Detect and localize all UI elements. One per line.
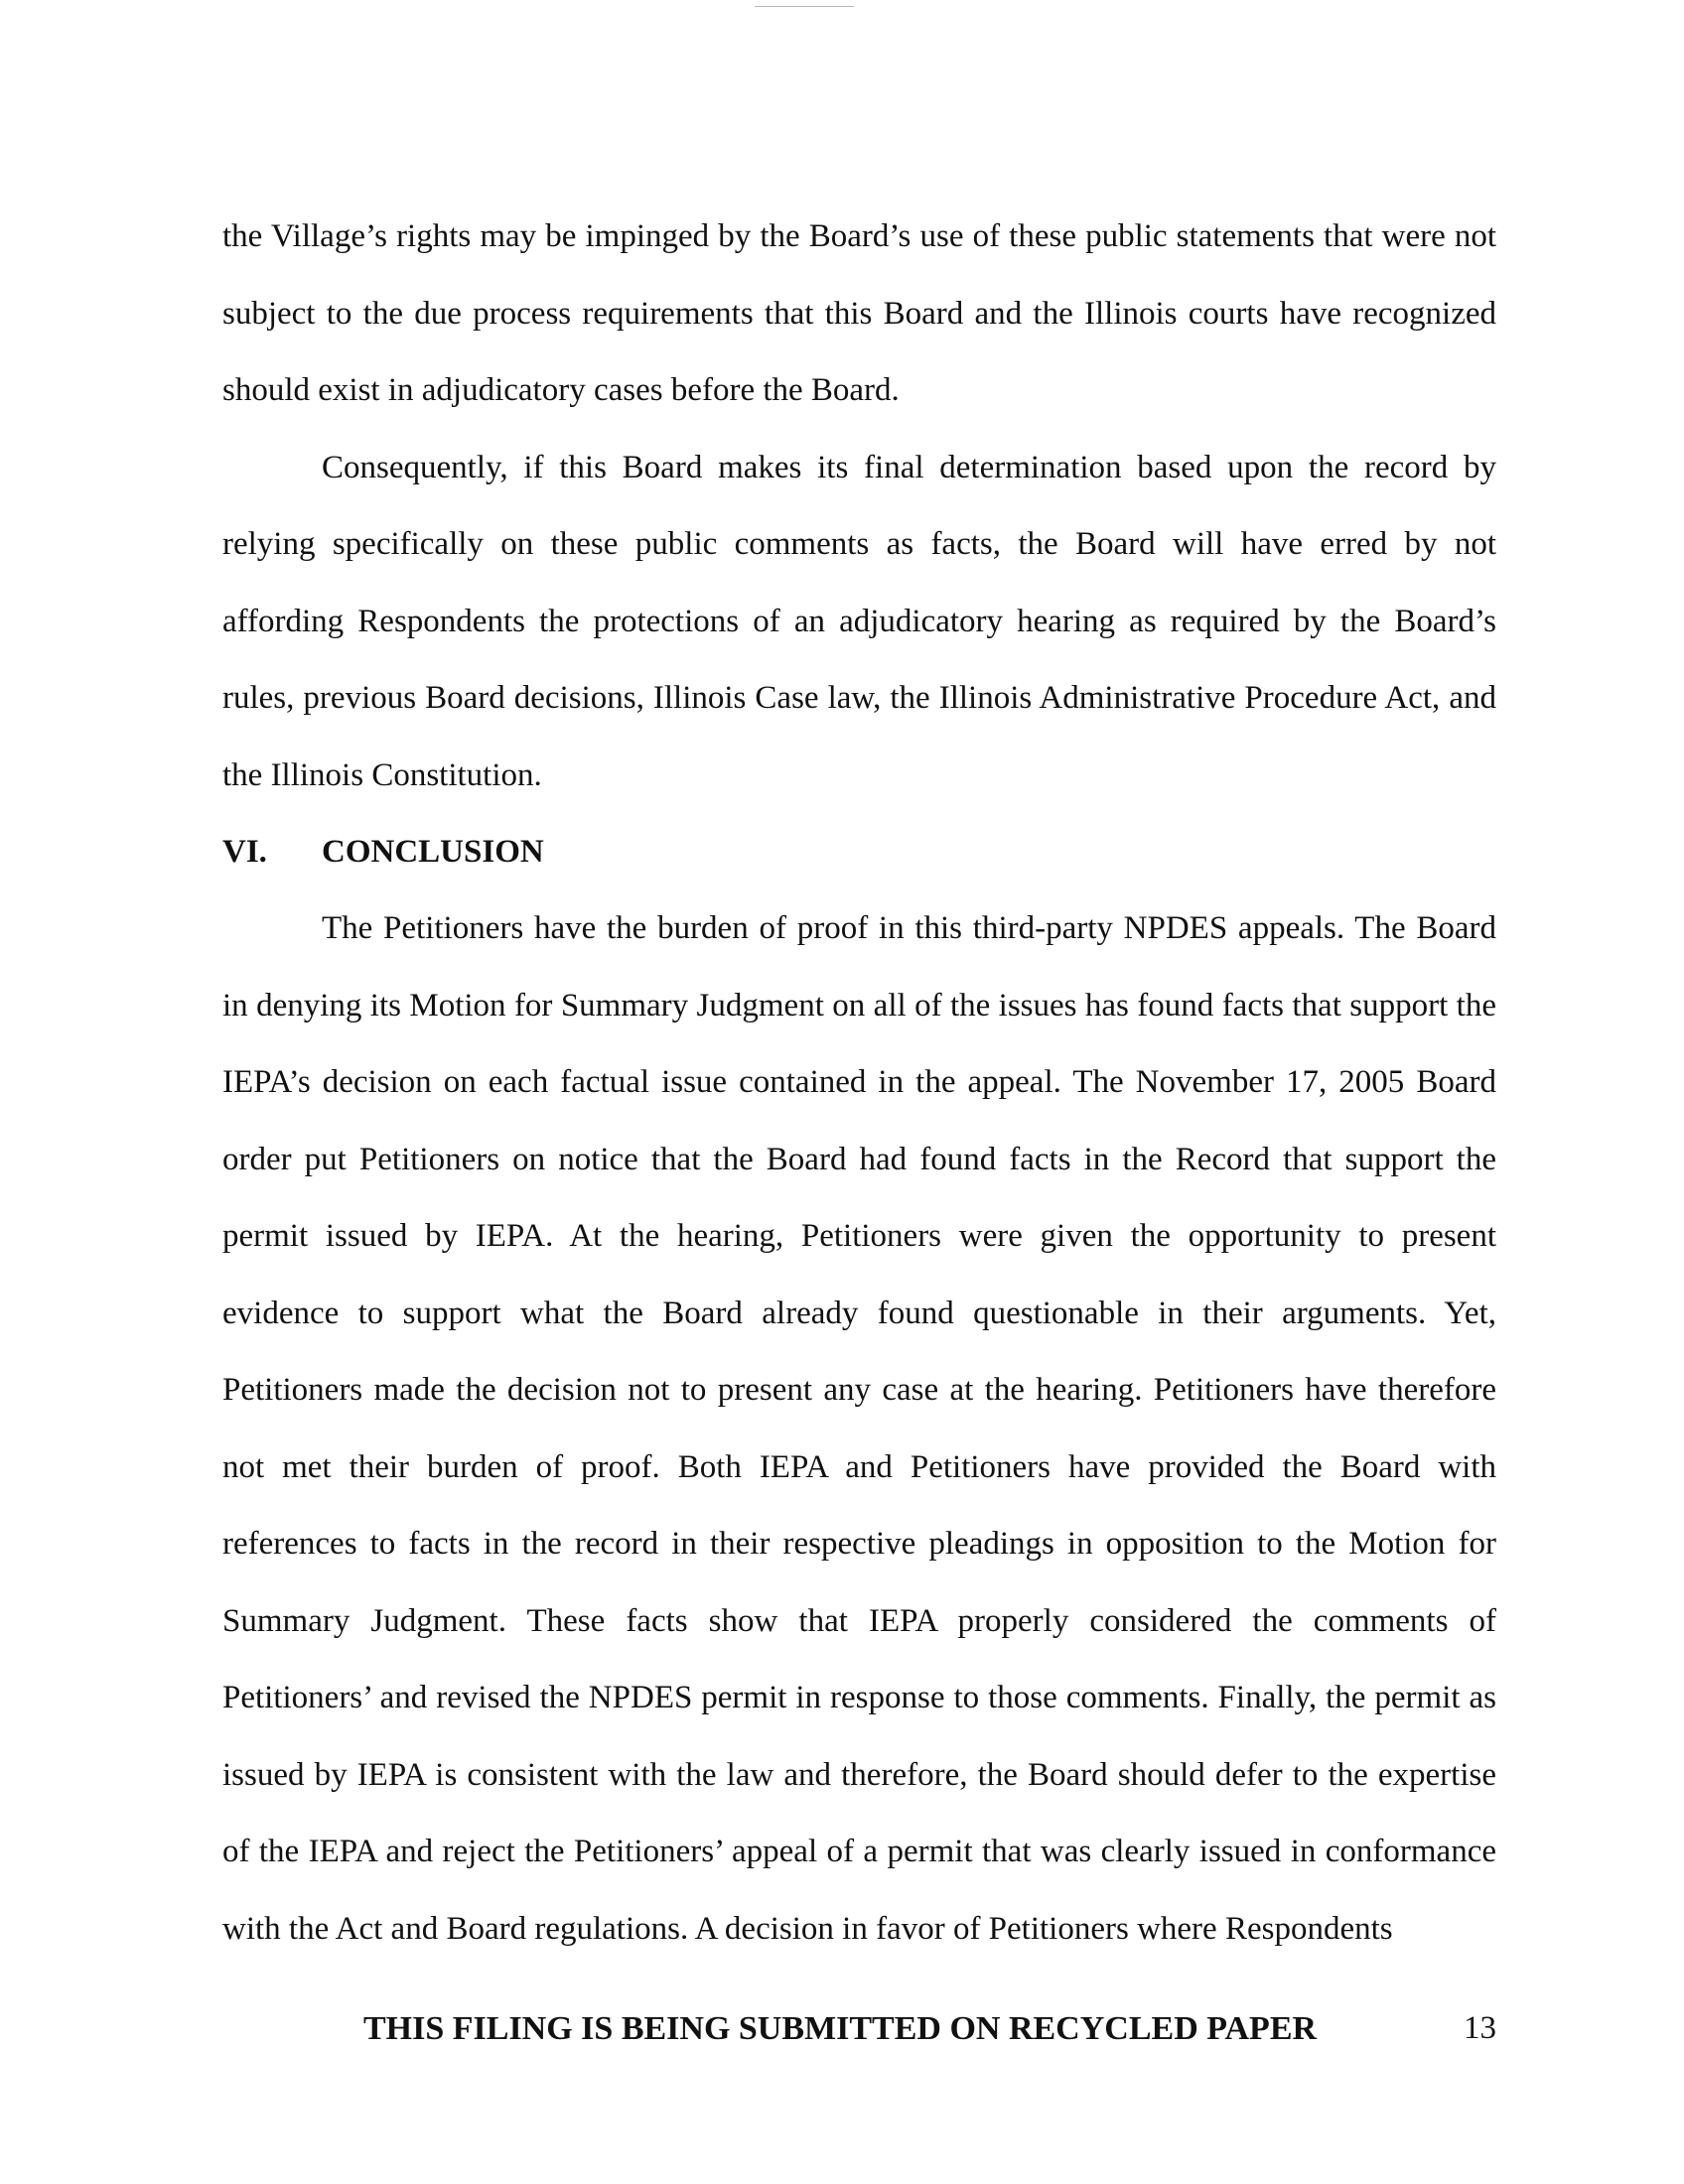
paragraph-conclusion: The Petitioners have the burden of proof in this third-party NPDES appeals. The Board in denying its Motion for Summary Judgment on all of the issues has found facts that support the IEPA’s decision on each factual issue contained in the appeal. The November 17, 2005 Board order put Petitioners on notice that the Board had found facts in the Record that support the permit issued by IEPA. At the hearing, Petitioners were given the opportunity to present evidence to support what the Board already found questionable in their arguments. Yet, Petitioners made the decision not to present any case at the hearing. Petitioners have therefore not met their burden of proof. Both IEPA and Petitioners have provided the Board with references to facts in the record in their respective pleadings in opposition to the Motion for Summary Judgment. These facts show that IEPA properly considered the comments of Petitioners’ and revised the NPDES permit in response to those comments. Finally, the permit as issued by IEPA is consistent with the law and therefore, the Board should defer to the expertise of the IEPA and reject the Petitioners’ appeal of a permit that was clearly issued in conformance with the Act and Board regulations. A decision in favor of Petitioners where Respondents bbox=[222, 910, 1496, 1947]
section-title: CONCLUSION bbox=[322, 834, 544, 870]
recycled-paper-notice: THIS FILING IS BEING SUBMITTED ON RECYCLED PAPER bbox=[363, 2010, 1318, 2047]
page-number: 13 bbox=[1464, 2010, 1496, 2046]
paragraph-consequently: Consequently, if this Board makes its final determination based upon the record by relying specifically on these public comments as facts, the Board will have erred by not affording Respondents the protections of an adjudicatory hearing as required by the Board’s rules, previous Board decisions, Illinois Case law, the Illinois Administrative Procedure Act, and the Illinois Constitution. bbox=[222, 449, 1496, 793]
paragraph-village-rights: the Village’s rights may be impinged by the Board’s use of these public statements that were not subject to the due process requirements that this Board and the Illinois courts have recognized should exist in adjudicatory cases before the Board. bbox=[222, 218, 1496, 408]
section-heading bbox=[222, 814, 1496, 890]
page-footer bbox=[222, 2010, 1496, 2060]
scan-artifact-line bbox=[755, 6, 854, 7]
document-body bbox=[222, 199, 1496, 1968]
section-number: VI. bbox=[222, 834, 267, 870]
